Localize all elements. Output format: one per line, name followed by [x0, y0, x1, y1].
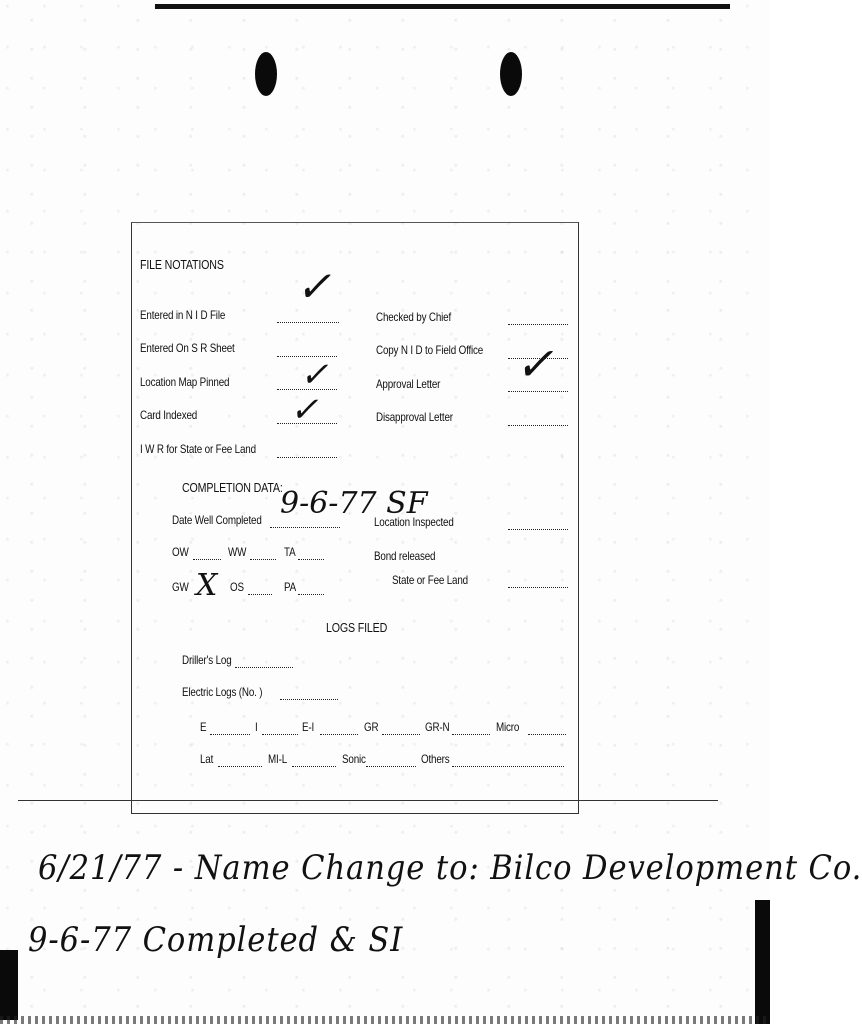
row-location-map-pinned: Location Map Pinned — [140, 375, 230, 389]
check-mark-icon: ✓ — [300, 355, 329, 395]
log-type-e: E — [200, 720, 207, 734]
blank-line — [250, 558, 276, 560]
handwritten-completion-date: 9-6-77 SF — [280, 486, 428, 521]
blank-line — [235, 666, 293, 668]
blank-line — [193, 558, 221, 560]
blank-line — [280, 698, 338, 700]
scan-shadow-left — [0, 950, 18, 1020]
well-type-ta: TA — [284, 545, 296, 559]
blank-line — [277, 321, 339, 323]
punch-hole-left — [255, 52, 277, 96]
check-mark-icon: ✓ — [296, 262, 332, 311]
blank-line — [248, 593, 272, 595]
scan-bottom-edge — [0, 1016, 770, 1024]
drillers-log-label: Driller's Log — [182, 653, 232, 667]
blank-line — [262, 733, 298, 735]
card-title: FILE NOTATIONS — [140, 257, 224, 272]
completion-data-heading: COMPLETION DATA: — [182, 480, 283, 495]
blank-line — [508, 323, 568, 325]
log-type-others: Others — [421, 752, 450, 766]
check-mark-icon: ✓ — [290, 390, 319, 430]
blank-line — [452, 765, 564, 767]
blank-line — [508, 586, 568, 588]
log-type-mi-l: MI-L — [268, 752, 288, 766]
blank-line — [270, 526, 340, 528]
blank-line — [508, 528, 568, 530]
row-card-indexed: Card Indexed — [140, 408, 198, 422]
well-type-os: OS — [230, 580, 244, 594]
logs-filed-heading: LOGS FILED — [326, 620, 388, 635]
blank-line — [210, 733, 250, 735]
row-entered-sr-sheet: Entered On S R Sheet — [140, 341, 235, 355]
state-or-fee-land-label: State or Fee Land — [392, 573, 468, 587]
check-mark-icon: ✓ — [515, 337, 554, 391]
bond-released-label: Bond released — [374, 549, 436, 563]
blank-line — [452, 733, 490, 735]
blank-line — [528, 733, 566, 735]
well-type-ww: WW — [228, 545, 247, 559]
scan-shadow-right — [755, 900, 770, 1024]
log-type-sonic: Sonic — [342, 752, 366, 766]
handwritten-note-name-change: 6/21/77 - Name Change to: Bilco Development Co. — [38, 848, 862, 888]
log-type-i: I — [255, 720, 258, 734]
blank-line — [292, 765, 336, 767]
blank-line — [382, 733, 420, 735]
row-approval-letter: Approval Letter — [376, 377, 441, 391]
blank-line — [277, 456, 337, 458]
well-type-gw: GW — [172, 580, 189, 594]
top-border-line — [155, 4, 730, 9]
row-copy-nid-field-office: Copy N I D to Field Office — [376, 343, 484, 357]
row-disapproval-letter: Disapproval Letter — [376, 410, 453, 424]
log-type-lat: Lat — [200, 752, 214, 766]
log-type-micro: Micro — [496, 720, 520, 734]
handwritten-note-completed: 9-6-77 Completed & SI — [28, 920, 404, 960]
log-type-gr: GR — [364, 720, 379, 734]
location-inspected-label: Location Inspected — [374, 515, 454, 529]
date-well-completed-label: Date Well Completed — [172, 513, 262, 527]
gw-x-mark: X — [196, 568, 218, 603]
punch-hole-right — [500, 52, 522, 96]
blank-line — [508, 390, 568, 392]
well-type-ow: OW — [172, 545, 189, 559]
note-strip-edge — [18, 800, 718, 801]
electric-logs-label: Electric Logs (No. ) — [182, 685, 263, 699]
blank-line — [298, 558, 324, 560]
blank-line — [508, 424, 568, 426]
blank-line — [218, 765, 262, 767]
log-type-gr-n: GR-N — [425, 720, 450, 734]
row-entered-nid-file: Entered in N I D File — [140, 308, 226, 322]
well-type-pa: PA — [284, 580, 297, 594]
blank-line — [508, 357, 568, 359]
blank-line — [366, 765, 416, 767]
blank-line — [298, 593, 324, 595]
row-checked-by-chief: Checked by Chief — [376, 310, 452, 324]
log-type-e-i: E-I — [302, 720, 315, 734]
row-iwr-state-fee-land: I W R for State or Fee Land — [140, 442, 256, 456]
blank-line — [320, 733, 358, 735]
